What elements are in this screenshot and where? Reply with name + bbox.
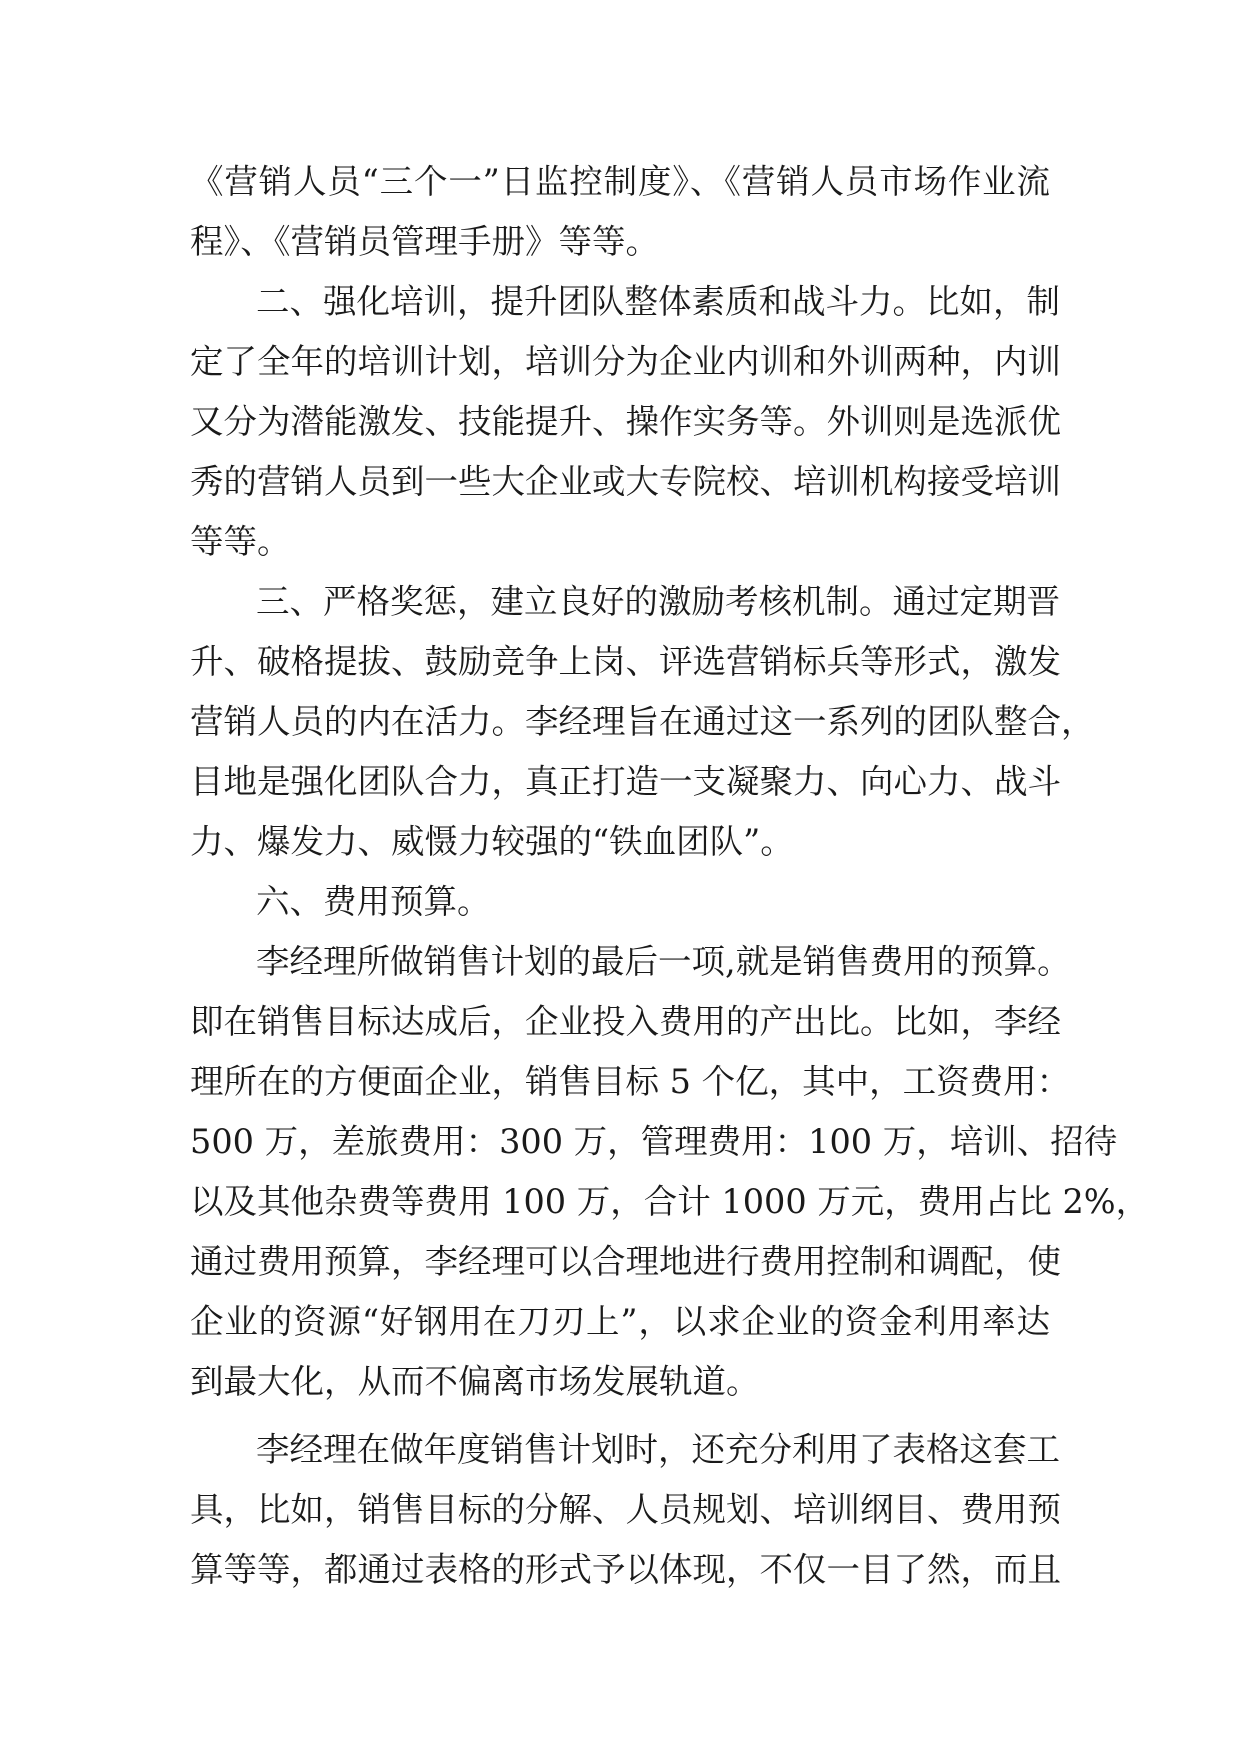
text-line: 《营销人员“三个一”日监控制度》、《营销人员市场作业流 bbox=[190, 162, 1050, 201]
text-line: 即在销售目标达成后，企业投入费用的产出比。比如，李经 bbox=[190, 1002, 1061, 1041]
text-line: 到最大化，从而不偏离市场发展轨道。 bbox=[190, 1362, 760, 1401]
text-line: 定了全年的培训计划，培训分为企业内训和外训两种，内训 bbox=[190, 342, 1061, 381]
text-line: 以及其他杂费等费用 100 万，合计 1000 万元，费用占比 2%， bbox=[190, 1182, 1150, 1221]
text-line: 500 万，差旅费用：300 万，管理费用：100 万，培训、招待 bbox=[190, 1122, 1118, 1161]
text-line: 三、严格奖惩，建立良好的激励考核机制。通过定期晋 bbox=[256, 582, 1060, 621]
text-line: 升、破格提拔、鼓励竞争上岗、评选营销标兵等形式，激发 bbox=[190, 642, 1061, 681]
text-line: 二、强化培训，提升团队整体素质和战斗力。比如，制 bbox=[256, 282, 1060, 321]
text-line: 目地是强化团队合力，真正打造一支凝聚力、向心力、战斗 bbox=[190, 762, 1061, 801]
text-line: 理所在的方便面企业，销售目标 5 个亿，其中，工资费用： bbox=[190, 1062, 1071, 1101]
text-line: 企业的资源“好钢用在刀刃上”，以求企业的资金利用率达 bbox=[190, 1302, 1050, 1341]
text-line: 李经理在做年度销售计划时，还充分利用了表格这套工 bbox=[256, 1430, 1060, 1469]
text-line: 营销人员的内在活力。李经理旨在通过这一系列的团队整合， bbox=[190, 702, 1095, 741]
section-heading: 六、费用预算。 bbox=[256, 882, 491, 921]
text-line: 又分为潜能激发、技能提升、操作实务等。外训则是选派优 bbox=[190, 402, 1061, 441]
text-line: 秀的营销人员到一些大企业或大专院校、培训机构接受培训 bbox=[190, 462, 1061, 501]
text-line: 算等等，都通过表格的形式予以体现，不仅一目了然，而且 bbox=[190, 1550, 1061, 1589]
text-line: 通过费用预算，李经理可以合理地进行费用控制和调配，使 bbox=[190, 1242, 1061, 1281]
text-line: 力、爆发力、威慑力较强的“铁血团队”。 bbox=[190, 822, 794, 861]
text-line: 具，比如，销售目标的分解、人员规划、培训纲目、费用预 bbox=[190, 1490, 1061, 1529]
text-line: 李经理所做销售计划的最后一项,就是销售费用的预算。 bbox=[256, 942, 1071, 981]
text-line: 程》、《营销员管理手册》等等。 bbox=[190, 222, 659, 261]
text-line: 等等。 bbox=[190, 522, 291, 561]
